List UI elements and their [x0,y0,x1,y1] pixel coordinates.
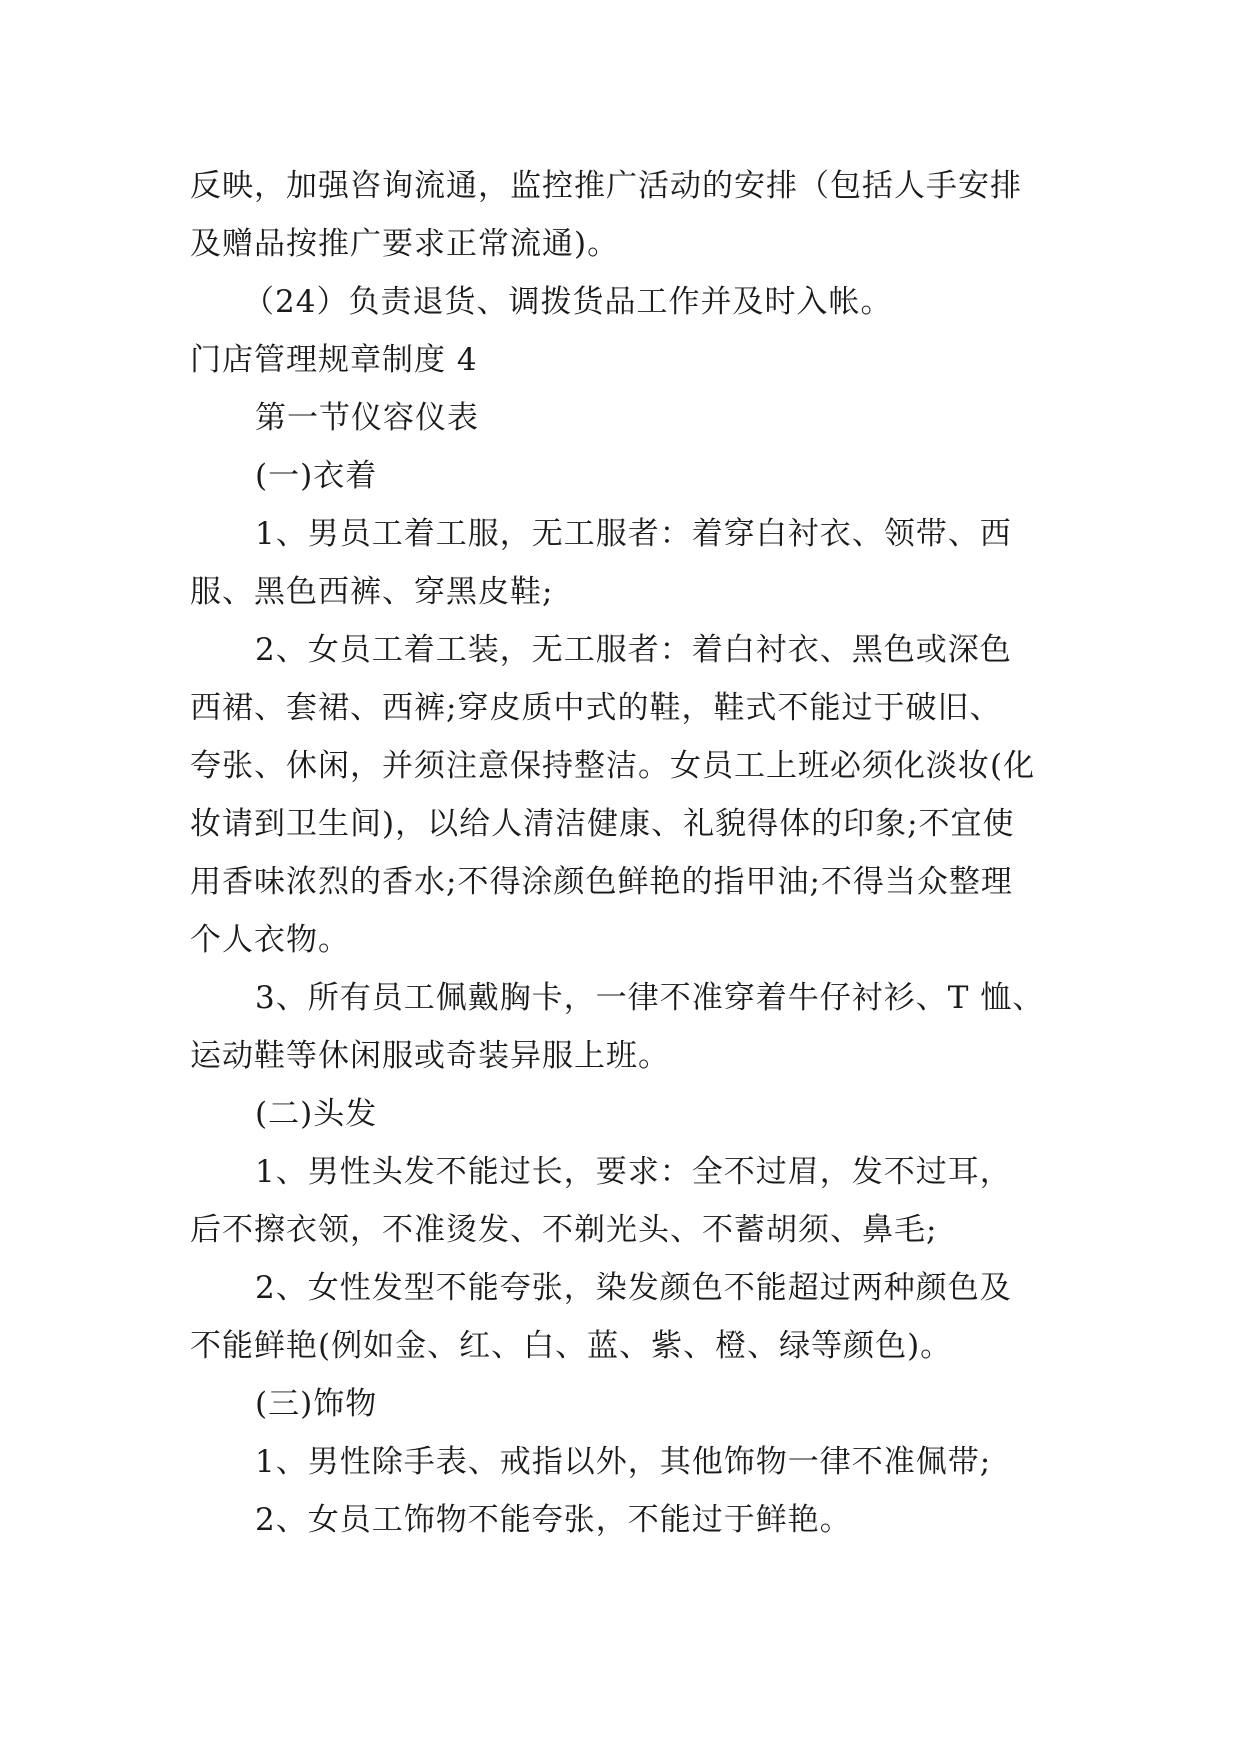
paragraph-line: 妆请到卫生间)，以给人清洁健康、礼貌得体的印象;不宜使 [190,806,1015,842]
section-heading: 门店管理规章制度 4 [190,342,478,378]
paragraph-line: 2、女员工着工装，无工服者：着白衬衣、黑色或深色 [255,632,1012,668]
category-heading: (三)饰物 [255,1386,378,1422]
paragraph-line: 反映，加强咨询流通，监控推广活动的安排（包括人手安排 [190,168,1022,204]
list-item: （24）负责退货、调拨货品工作并及时入帐。 [243,284,893,320]
paragraph-line: 运动鞋等休闲服或奇装异服上班。 [190,1038,670,1074]
paragraph-line: 用香味浓烈的香水;不得涂颜色鲜艳的指甲油;不得当众整理 [190,864,1013,900]
paragraph-line: 及赠品按推广要求正常流通)。 [190,226,620,262]
paragraph-line: 服、黑色西裤、穿黑皮鞋; [190,574,554,610]
paragraph-line: 1、男性头发不能过长，要求：全不过眉，发不过耳， [255,1154,1012,1190]
paragraph-line: 不能鲜艳(例如金、红、白、蓝、紫、橙、绿等颜色)。 [190,1328,953,1364]
subsection-heading: 第一节仪容仪表 [255,400,479,436]
paragraph-line: 夸张、休闲，并须注意保持整洁。女员工上班必须化淡妆(化 [190,748,1036,784]
paragraph-line: 个人衣物。 [190,922,350,958]
paragraph-line: 西裙、套裙、西裤;穿皮质中式的鞋，鞋式不能过于破旧、 [190,690,1002,726]
category-heading: (二)头发 [255,1096,378,1132]
category-heading: (一)衣着 [255,458,378,494]
paragraph-line: 1、男性除手表、戒指以外，其他饰物一律不准佩带; [255,1444,992,1480]
paragraph-line: 2、女员工饰物不能夸张，不能过于鲜艳。 [255,1502,852,1538]
paragraph-line: 后不擦衣领，不准烫发、不剃光头、不蓄胡须、鼻毛; [190,1212,938,1248]
paragraph-line: 2、女性发型不能夸张，染发颜色不能超过两种颜色及 [255,1270,1012,1306]
paragraph-line: 3、所有员工佩戴胸卡，一律不准穿着牛仔衬衫、T 恤、 [255,980,1045,1016]
paragraph-line: 1、男员工着工服，无工服者：着穿白衬衣、领带、西 [255,516,1012,552]
